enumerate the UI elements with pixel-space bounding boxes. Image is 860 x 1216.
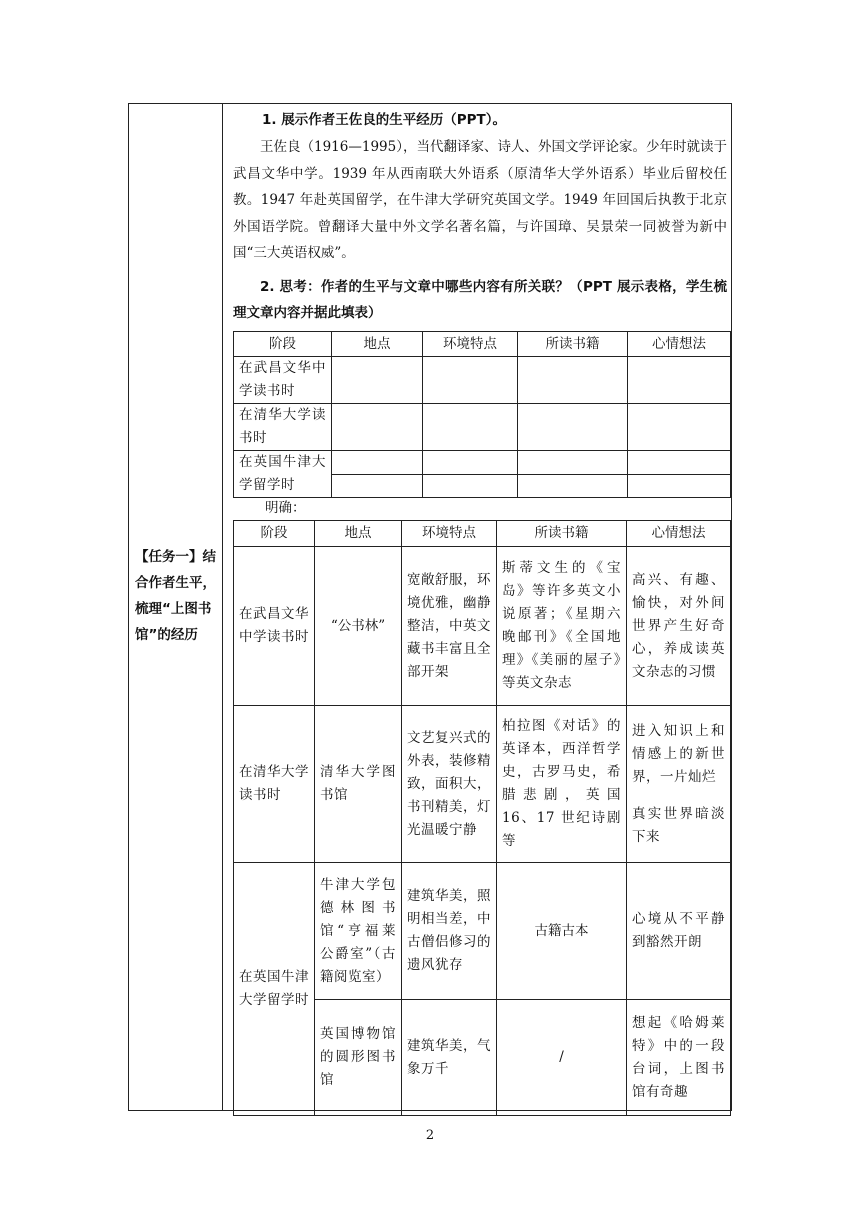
answer-place-tsinghua: 清华大学图书馆 (315, 706, 402, 863)
lesson-plan-frame (128, 103, 732, 1111)
answer-books-tsinghua: 柏拉图《对话》的英译本，西洋哲学史，古罗马史，希腊悲剧，英国 16、17 世纪诗剧等 (497, 706, 627, 863)
blank-row-stage: 在武昌文华中学读书时 (234, 357, 332, 404)
answer-mood-tsinghua (627, 706, 731, 863)
answer-table (233, 520, 731, 1116)
blank-header-books: 所读书籍 (518, 332, 628, 357)
answer-mood-bodleian: 心境从不平静到豁然开朗 (627, 863, 731, 1000)
blank-table (233, 331, 731, 498)
blank-header-mood: 心情想法 (628, 332, 731, 357)
blank-cell (518, 357, 628, 404)
answer-header-mood: 心情想法 (627, 521, 731, 547)
blank-cell (518, 451, 628, 475)
blank-cell (332, 357, 423, 404)
answer-books-wuchang: 斯蒂文生的《宝岛》等许多英文小说原著；《星期六晚邮刊》《全国地理》《美丽的屋子》等英文杂志 (497, 547, 627, 706)
blank-cell (423, 474, 518, 498)
answer-env-british-museum: 建筑华美，气象万千 (402, 1000, 497, 1116)
blank-cell (332, 451, 423, 475)
blank-cell (423, 451, 518, 475)
blank-cell (628, 474, 731, 498)
blank-cell (423, 404, 518, 451)
answer-mood-tsinghua-a: 进入知识上和情感上的新世界，一片灿烂 (632, 722, 725, 785)
blank-cell (423, 357, 518, 404)
answer-env-bodleian: 建筑华美，照明相当差，中古僧侣修习的遗风犹存 (402, 863, 497, 1000)
answer-place-wuchang: “公书林” (315, 547, 402, 706)
answer-mood-british-museum: 想起《哈姆莱特》中的一段台词，上图书馆有奇趣 (627, 1000, 731, 1116)
answer-stage-tsinghua: 在清华大学读书时 (234, 706, 315, 863)
answer-mood-wuchang: 高兴、有趣、愉快，对外间世界产生好奇心，养成读英文杂志的习惯 (627, 547, 731, 706)
blank-cell (518, 474, 628, 498)
answer-place-bodleian: 牛津大学包德林图书馆“亨福莱公爵室”（古籍阅览室） (315, 863, 402, 1000)
blank-header-place: 地点 (332, 332, 423, 357)
blank-cell (628, 357, 731, 404)
blank-cell (628, 404, 731, 451)
answer-place-british-museum: 英国博物馆的圆形图书馆 (315, 1000, 402, 1116)
blank-row-stage: 在清华大学读书时 (234, 404, 332, 451)
blank-cell (332, 404, 423, 451)
answer-header-place: 地点 (315, 521, 402, 547)
page-number: 2 (425, 1128, 435, 1143)
blank-header-stage: 阶段 (234, 332, 332, 357)
mingque-label: 明确： (265, 500, 306, 516)
blank-cell (518, 404, 628, 451)
answer-header-env: 环境特点 (402, 521, 497, 547)
section2-heading: 2. 思考：作者的生平与文章中哪些内容有所关联？（PPT 展示表格，学生梳理文章内容并据此填表） (233, 279, 727, 321)
answer-header-stage: 阶段 (234, 521, 315, 547)
answer-header-books: 所读书籍 (497, 521, 627, 547)
blank-cell (332, 474, 423, 498)
blank-row-stage: 在英国牛津大学留学时 (234, 451, 332, 498)
blank-header-env: 环境特点 (423, 332, 518, 357)
author-bio-paragraph: 王佐良（1916—1995），当代翻译家、诗人、外国文学评论家。少年时就读于武昌文华中学。1939 年从西南联大外语系（原清华大学外语系）毕业后留校任教。1947 年赴英国留学，在牛津大学研究英国文学。1949 年回国后执教于北京外国语学院。曾翻译大量中外文学名著名篇，与许国璋、吴景荣一同被誉为新中国“三大英语权威”。 (233, 139, 727, 261)
blank-cell (628, 451, 731, 475)
answer-stage-oxford: 在英国牛津大学留学时 (234, 863, 315, 1116)
task-column (129, 104, 223, 1110)
answer-mood-tsinghua-b: 真实世界暗淡下来 (632, 805, 725, 845)
answer-env-wuchang: 宽敞舒服，环境优雅，幽静整洁，中英文藏书丰富且全部开架 (402, 547, 497, 706)
section1-heading: 1. 展示作者王佐良的生平经历（PPT）。 (262, 112, 506, 128)
task-label: 【任务一】结合作者生平，梳理“上图书馆”的经历 (135, 549, 216, 643)
answer-books-british-museum: / (497, 1000, 627, 1116)
answer-books-bodleian: 古籍古本 (497, 863, 627, 1000)
answer-env-tsinghua: 文艺复兴式的外表，装修精致，面积大，书刊精美，灯光温暖宁静 (402, 706, 497, 863)
answer-stage-wuchang: 在武昌文华中学读书时 (234, 547, 315, 706)
